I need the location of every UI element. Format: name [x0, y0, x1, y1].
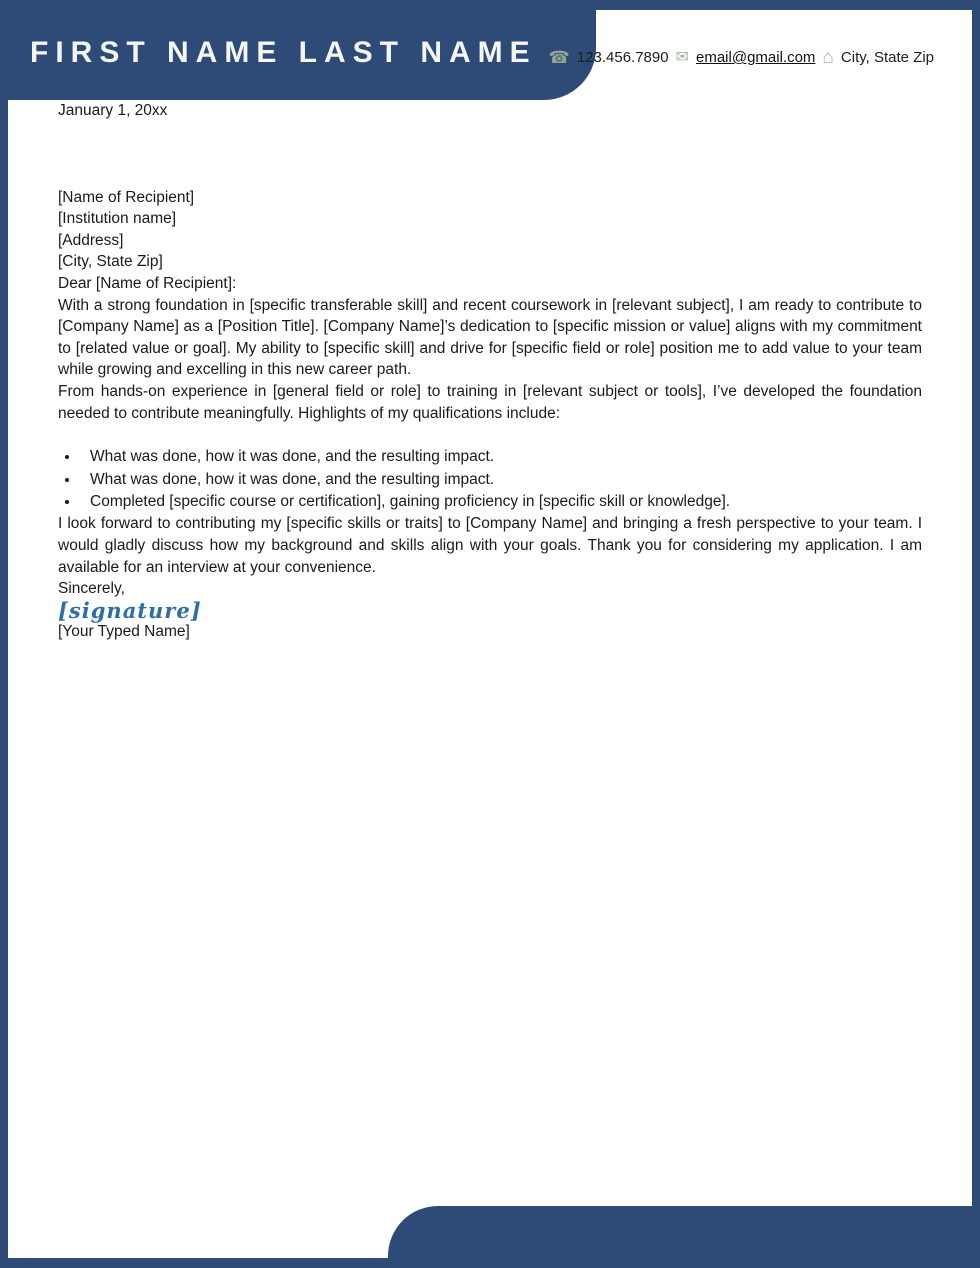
- letter-date: January 1, 20xx: [58, 102, 168, 119]
- qualification-item: • Completed [specific course or certification], gaining proficiency in [specific skill or knowledge].: [80, 491, 922, 513]
- phone-number: 123.456.7890: [576, 49, 669, 66]
- paragraph-closing: I look forward to contributing my [specific skills or traits] to [Company Name] and bringing a fresh perspective to your team. I would gladly discuss how my background and skills align with your goals. Thank you for considering my application. I am available for an interview at your convenience.: [58, 515, 922, 576]
- email-link[interactable]: email@gmail.com: [696, 49, 816, 66]
- location-text: City, State Zip: [840, 49, 934, 66]
- page-border-left: [0, 0, 8, 1268]
- salutation: Dear [Name of Recipient]:: [58, 274, 237, 292]
- recipient-address: [Address]: [58, 231, 124, 249]
- signature-script: [signature]: [58, 597, 202, 623]
- qualification-list: [58, 446, 922, 513]
- header-banner: [0, 0, 596, 100]
- recipient-block: [58, 187, 922, 273]
- applicant-name: FIRST NAME LAST NAME: [30, 36, 537, 69]
- letter-body: [58, 100, 922, 643]
- phone-icon: ☎: [548, 48, 570, 67]
- footer-banner: [388, 1206, 980, 1268]
- paragraph-experience: From hands-on experience in [general field or role] to training in [relevant subject or tools], I’ve developed the foundation needed to contribute meaningfully. Highlights of my qualifications include:: [58, 382, 922, 422]
- typed-name: [Your Typed Name]: [58, 623, 190, 641]
- recipient-city-state-zip: [City, State Zip]: [58, 253, 163, 271]
- recipient-name: [Name of Recipient]: [58, 188, 195, 206]
- home-icon: ⌂: [822, 47, 834, 68]
- qualification-item: • What was done, how it was done, and the resulting impact.: [80, 446, 922, 468]
- qualification-item: • What was done, how it was done, and the resulting impact.: [80, 469, 922, 491]
- email-icon: ✉: [675, 48, 689, 66]
- recipient-institution: [Institution name]: [58, 210, 177, 228]
- sign-off: Sincerely,: [58, 580, 125, 598]
- contact-info: [549, 48, 934, 67]
- paragraph-intro: With a strong foundation in [specific transferable skill] and recent coursework in [relevant subject], I am ready to contribute to [Company Name] as a [Position Title]. [Company Name]’s dedication to [specific mission or value] aligns with my commitment to [related value or goal]. My ability to [specific skill] and drive for [specific field or role] position me to add value to your team while growing and excelling in this new career path.: [58, 296, 922, 379]
- page-border-right: [972, 0, 980, 1268]
